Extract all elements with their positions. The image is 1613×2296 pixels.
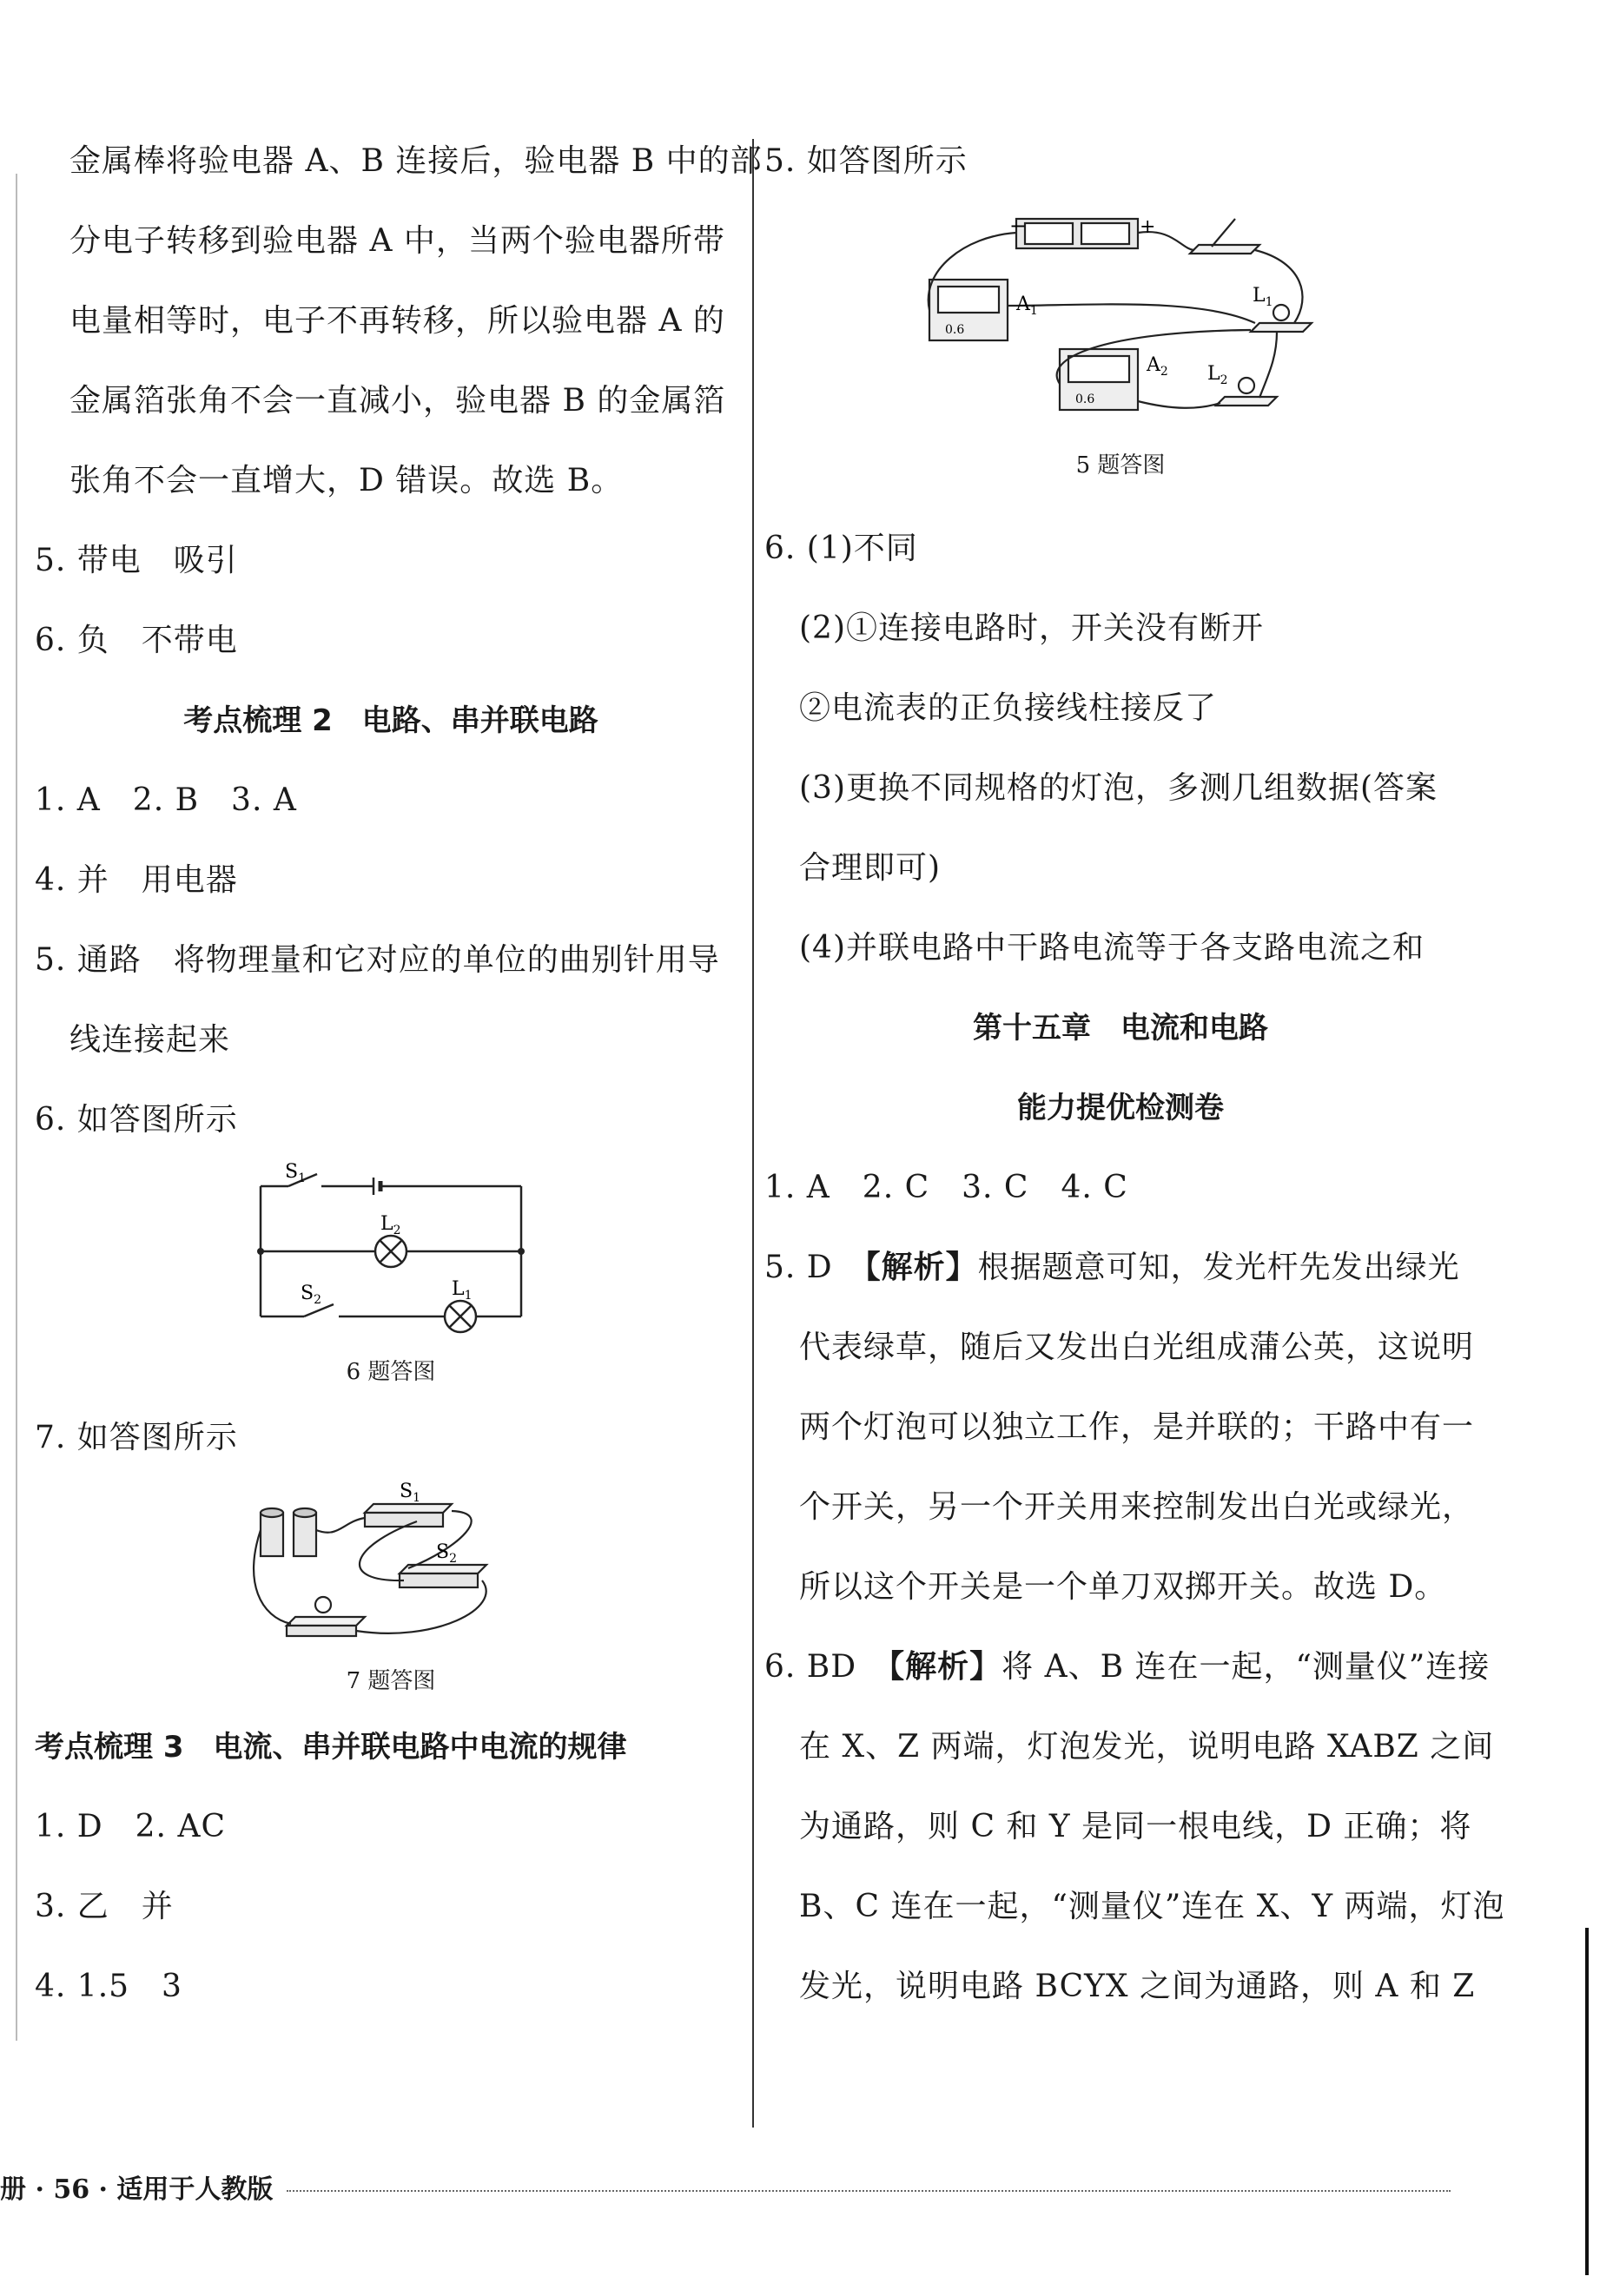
text-line: 发光，说明电路 BCYX 之间为通路，则 A 和 Z xyxy=(799,1969,1476,2004)
figure-6 xyxy=(35,1160,747,1346)
text-line: 张角不会一直增大，D 错误。故选 B。 xyxy=(69,463,624,498)
label-l1: L xyxy=(1253,285,1266,307)
ammeter-scale-2: 0.6 xyxy=(1075,393,1095,406)
svg-text:L2 xyxy=(1207,363,1228,387)
answer-5: 5. 带电 吸引 xyxy=(35,543,238,578)
label-a2: A xyxy=(1147,354,1160,376)
answer-6: 6. 负 不带电 xyxy=(35,623,238,658)
answer-5-analysis xyxy=(764,1228,1477,1308)
chapter-title: 第十五章 电流和电路 xyxy=(973,1011,1268,1046)
svg-text:S2 xyxy=(436,1541,457,1566)
figure-6-caption: 6 题答图 xyxy=(346,1359,436,1385)
svg-text:S2 xyxy=(301,1283,321,1307)
text-line: B、C 连在一起，“测量仪”连在 X、Y 两端，灯泡 xyxy=(799,1889,1505,1924)
circuit-diagram-6 xyxy=(243,1160,539,1343)
answer-7: 7. 如答图所示 xyxy=(35,1420,238,1455)
answer-4: 4. 1.5 3 xyxy=(35,1969,182,2004)
figure-7 xyxy=(35,1478,747,1655)
text-line: 个开关，另一个开关用来控制发出白光或绿光， xyxy=(799,1489,1475,1525)
answer-6: 6. 如答图所示 xyxy=(35,1102,238,1138)
circuit-sketch-7 xyxy=(243,1478,539,1652)
answer-6-analysis xyxy=(764,1627,1491,1707)
answer-6-1: 6. (1)不同 xyxy=(764,531,918,566)
section-heading-2: 考点梳理 2 电路、串并联电路 xyxy=(183,703,598,738)
column-divider xyxy=(752,139,754,2128)
answer-6-3a: (3)更换不同规格的灯泡，多测几组数据(答案 xyxy=(799,770,1438,806)
text-line: 金属棒将验电器 A、B 连接后，验电器 B 中的部 xyxy=(69,143,763,179)
page-edge-right xyxy=(1585,1928,1589,2275)
text-line: 代表绿草，随后又发出白光组成蒲公英，这说明 xyxy=(799,1329,1475,1365)
label-s1-sub: 1 xyxy=(298,1171,306,1185)
label-s1-sub: 1 xyxy=(413,1491,420,1505)
label-l2: L xyxy=(1207,363,1220,385)
label-a2-sub: 2 xyxy=(1160,365,1168,379)
figure-7-caption: 7 题答图 xyxy=(346,1668,436,1694)
svg-text:S1 xyxy=(285,1161,306,1185)
test-title: 能力提优检测卷 xyxy=(1017,1091,1224,1125)
svg-text:L1 xyxy=(452,1278,473,1303)
answers-1-2: 1. D 2. AC xyxy=(35,1809,226,1844)
answers-1-3: 1. A 2. B 3. A xyxy=(35,782,297,818)
answer-3: 3. 乙 并 xyxy=(35,1889,174,1924)
footer-dotted-rule xyxy=(287,2190,1451,2192)
ammeter-scale-1: 0.6 xyxy=(945,323,965,337)
text-line: 电量相等时，电子不再转移，所以验电器 A 的 xyxy=(69,303,725,339)
label-s1: S xyxy=(400,1481,413,1502)
label-l2-sub: 2 xyxy=(1220,373,1228,387)
section-heading-3: 考点梳理 3 电流、串并联电路中电流的规律 xyxy=(35,1730,627,1765)
svg-text:A1 xyxy=(1015,294,1038,318)
svg-text:L2 xyxy=(380,1213,401,1237)
label-l1-sub: 1 xyxy=(464,1289,473,1303)
page-edge-left xyxy=(16,174,17,2041)
answer-6-2a: (2)①连接电路时，开关没有断开 xyxy=(799,610,1264,646)
label-l1: L xyxy=(452,1278,465,1300)
label-l2-sub: 2 xyxy=(393,1224,401,1237)
answer-6-4: (4)并联电路中干路电流等于各支路电流之和 xyxy=(799,930,1425,966)
label-l1-sub: 1 xyxy=(1265,295,1273,309)
label-s2: S xyxy=(301,1283,314,1304)
label-s1: S xyxy=(285,1161,299,1183)
answers-1-4: 1. A 2. C 3. C 4. C xyxy=(764,1170,1128,1205)
text-line: 金属箔张角不会一直减小，验电器 B 的金属箔 xyxy=(69,383,726,419)
text-line: 为通路，则 C 和 Y 是同一根电线，D 正确；将 xyxy=(799,1809,1472,1844)
answer-number: 5. D xyxy=(764,1250,865,1285)
answer-6-3b: 合理即可) xyxy=(799,850,942,886)
figure-5-caption: 5 题答图 xyxy=(1075,452,1166,478)
answer-5: 5. 通路 将物理量和它对应的单位的曲别针用导 xyxy=(35,942,720,978)
circuit-sketch-5 xyxy=(912,201,1329,436)
label-a1: A xyxy=(1016,294,1030,315)
page-footer: 册 · 56 · 适用于人教版 xyxy=(0,2174,274,2205)
analysis-tag: 【解析】 xyxy=(864,1250,978,1285)
figure-5 xyxy=(764,201,1477,439)
label-l2: L xyxy=(380,1213,393,1235)
text-line: 分电子转移到验电器 A 中，当两个验电器所带 xyxy=(69,223,725,259)
answer-6-2b: ②电流表的正负接线柱接反了 xyxy=(799,690,1218,726)
svg-text:A2 xyxy=(1146,354,1168,379)
text-line: 两个灯泡可以独立工作，是并联的；干路中有一 xyxy=(799,1409,1475,1445)
label-a1-sub: 1 xyxy=(1029,304,1038,318)
analysis-text: 将 A、B 连在一起，“测量仪”连接 xyxy=(1002,1649,1491,1685)
analysis-tag: 【解析】 xyxy=(889,1649,1002,1685)
answer-number: 6. BD xyxy=(764,1649,889,1685)
label-s2: S xyxy=(436,1541,450,1563)
right-column xyxy=(764,122,1505,2027)
svg-text:L1 xyxy=(1253,285,1273,309)
label-s2-sub: 2 xyxy=(314,1293,321,1307)
left-column xyxy=(35,122,763,2027)
answer-4: 4. 并 用电器 xyxy=(35,862,238,898)
analysis-text: 根据题意可知，发光杆先发出绿光 xyxy=(977,1250,1460,1285)
battery-plus: + xyxy=(1140,216,1156,238)
answer-5: 5. 如答图所示 xyxy=(764,143,968,179)
answer-5-cont: 线连接起来 xyxy=(69,1022,231,1058)
label-s2-sub: 2 xyxy=(449,1552,457,1566)
svg-text:S1 xyxy=(400,1481,420,1505)
text-line: 所以这个开关是一个单刀双掷开关。故选 D。 xyxy=(799,1569,1447,1605)
text-line: 在 X、Z 两端，灯泡发光，说明电路 XABZ 之间 xyxy=(799,1729,1495,1765)
battery-minus: − xyxy=(1009,214,1028,238)
